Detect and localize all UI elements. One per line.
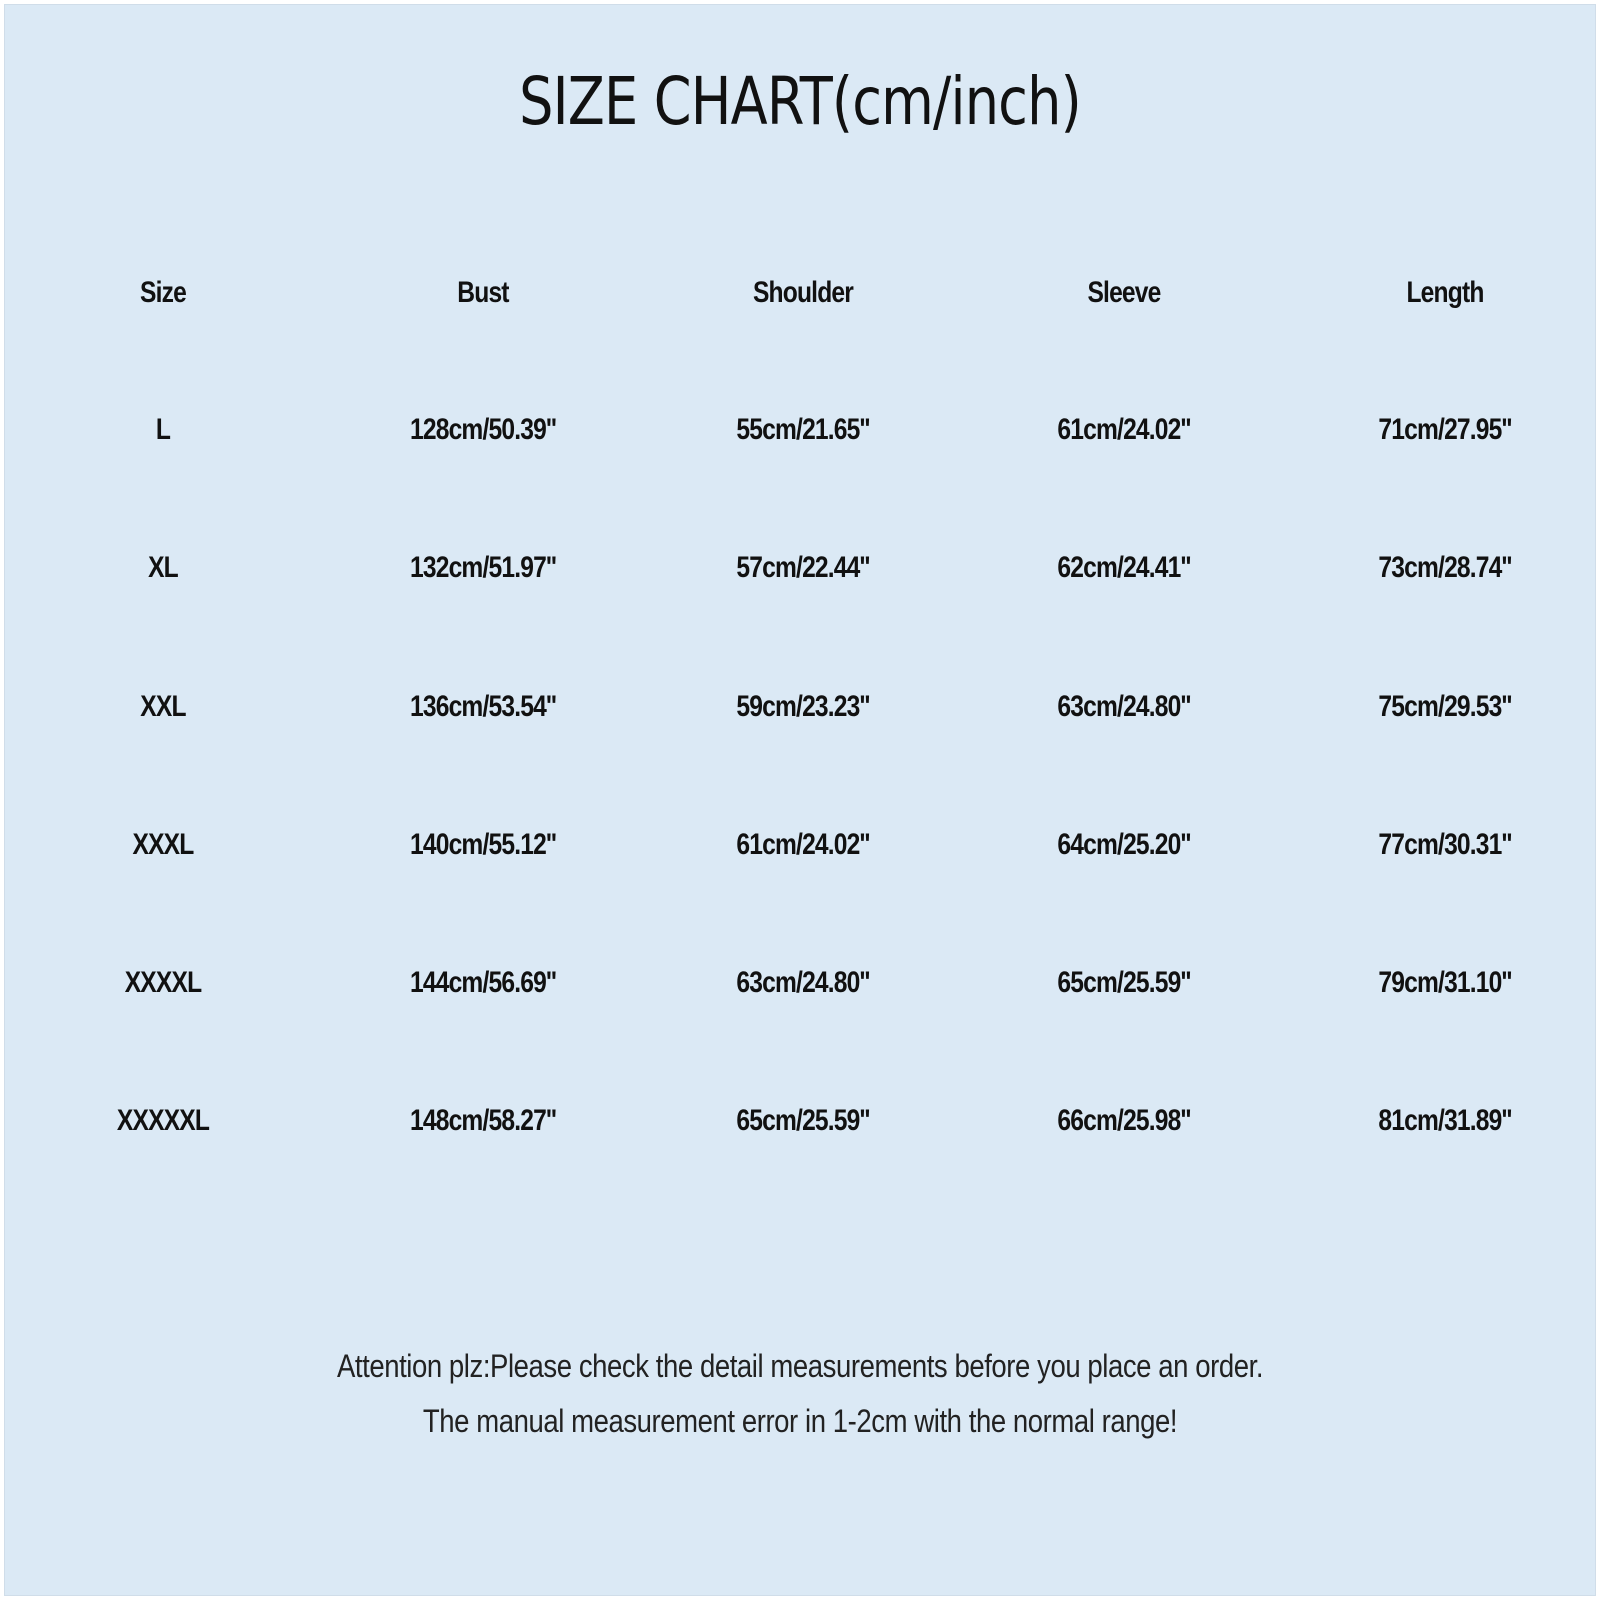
sleeve-cell: 61cm/24.02'': [1057, 413, 1191, 446]
length-cell: 79cm/31.10'': [1378, 966, 1512, 999]
size-cell: XXXL: [132, 828, 194, 861]
measurement-error-note: The manual measurement error in 1-2cm with the normal range!: [422, 1403, 1178, 1439]
size-cell: XXXXXL: [116, 1104, 210, 1137]
length-cell: 73cm/28.74'': [1378, 551, 1512, 584]
header-length: Length: [1406, 276, 1484, 309]
size-cell: XXL: [140, 690, 186, 723]
header-sleeve: Sleeve: [1087, 276, 1161, 309]
chart-title: SIZE CHART(cm/inch): [519, 63, 1081, 140]
sleeve-cell: 63cm/24.80'': [1057, 690, 1191, 723]
sleeve-cell: 65cm/25.59'': [1057, 966, 1191, 999]
size-cell: XL: [148, 551, 178, 584]
header-shoulder: Shoulder: [752, 276, 854, 309]
size-cell: L: [155, 413, 171, 446]
shoulder-cell: 61cm/24.02'': [736, 828, 870, 861]
size-cell: XXXXL: [124, 966, 202, 999]
attention-note: Attention plz:Please check the detail measurements before you place an order.: [336, 1348, 1264, 1384]
bust-cell: 144cm/56.69'': [409, 966, 557, 999]
shoulder-cell: 57cm/22.44'': [736, 551, 870, 584]
sleeve-cell: 62cm/24.41'': [1057, 551, 1191, 584]
header-bust: Bust: [457, 276, 509, 309]
header-size: Size: [140, 276, 186, 309]
bust-cell: 140cm/55.12'': [409, 828, 557, 861]
bust-cell: 148cm/58.27'': [409, 1104, 557, 1137]
size-chart-panel: [4, 4, 1596, 1596]
sleeve-cell: 66cm/25.98'': [1057, 1104, 1191, 1137]
length-cell: 75cm/29.53'': [1378, 690, 1512, 723]
sleeve-cell: 64cm/25.20'': [1057, 828, 1191, 861]
bust-cell: 128cm/50.39'': [409, 413, 557, 446]
shoulder-cell: 59cm/23.23'': [736, 690, 870, 723]
length-cell: 77cm/30.31'': [1378, 828, 1512, 861]
bust-cell: 136cm/53.54'': [409, 690, 557, 723]
bust-cell: 132cm/51.97'': [409, 551, 557, 584]
length-cell: 81cm/31.89'': [1378, 1104, 1512, 1137]
shoulder-cell: 55cm/21.65'': [736, 413, 870, 446]
shoulder-cell: 65cm/25.59'': [736, 1104, 870, 1137]
shoulder-cell: 63cm/24.80'': [736, 966, 870, 999]
length-cell: 71cm/27.95'': [1378, 413, 1512, 446]
